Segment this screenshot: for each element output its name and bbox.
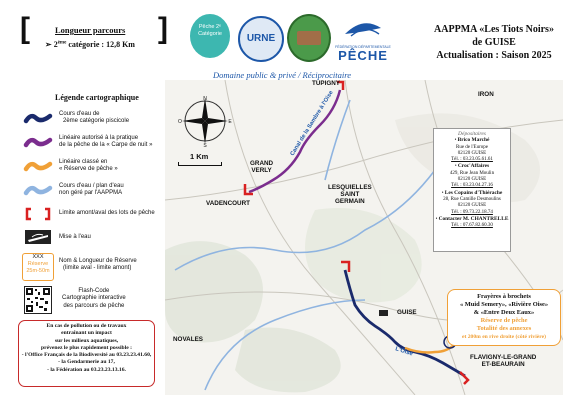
place-tupigny: TUPIGNY (312, 80, 340, 87)
canal-label: Canal de la Sambre à l'Oise (289, 89, 335, 158)
qr-code[interactable] (24, 286, 52, 314)
legend-item-river-main: Cours d'eau de 2ème catégorie piscicole (59, 111, 130, 125)
place-vadencourt: VADENCOURT (206, 200, 250, 207)
depositaires-box: Dépositaires • Brico Marché Rue de l'Europe 02120 GUISE Tél. : 03.23.05.61.61 • Croc'Affaires 429, Rue Jean Moulin 02120 GUISE Tél. : 03.23.04.27.16 • Les Copains d'Thiérache 28, Rue Camille Desmoulins 02120 GUISE Tél. : 09.73.22.18.74 • Contacter M. CHANTRELLE Tél. : 07.67.82.60.30 (433, 128, 511, 252)
place-grand-verly: GRAND VERLY (250, 160, 274, 174)
legend-item-reserve: Linéaire classé en « Réserve de pêche » (59, 159, 118, 173)
peche-categorie-logo: Pêche 2ᵉ Catégorie (190, 14, 230, 58)
federation-logo: FÉDÉRATION DÉPARTEMENTALE PÊCHE (335, 14, 391, 70)
boat-launch-marker (379, 310, 388, 316)
legend-item-flash-code: Flash-Code Cartographie interactive des parcours de pêche (62, 288, 126, 309)
reserve-line-icon (23, 159, 53, 173)
reserve-sample-box: XXX Réserve 25m-50m (22, 253, 54, 281)
place-flavigny: FLAVIGNY-LE-GRAND ET-BEAURAIN (470, 354, 537, 368)
svg-text:N: N (203, 96, 207, 102)
legend-item-carpe: Linéaire autorisé à la pratique de la pêche de la « Carpe de nuit » (59, 135, 153, 149)
place-lesquielles: LESQUIELLES SAINT GERMAIN (328, 184, 372, 205)
scale-label: 1 Km (178, 152, 222, 166)
frayeres-box: Frayères à brochets « Muid Semery», «Rivière Oise» & «Entre Deux Eaux» Réserve de pêche Totalité des annexes et 200m en rive droite (côté rivière) (447, 289, 561, 346)
compass-icon (178, 94, 232, 148)
svg-text:E: E (228, 119, 232, 125)
river-main-icon (23, 111, 53, 125)
right-bracket: ] (158, 12, 168, 45)
parcours-detail: ➢ 2ème catégorie : 12,8 Km (45, 40, 135, 49)
pollution-notice: En cas de pollution ou de travaux entraînant un impact sur les milieux aquatiques, prévenez le plus rapidement possible : - l'Office Français de la Biodiversité au 03.23.23.41.60, - la Gendarmerie au 17, - la Fédération au 03.23.23.13.16. (18, 320, 155, 387)
boat-launch-icon (23, 229, 53, 245)
legend-title: Légende cartographique (55, 93, 139, 102)
qr-code-icon (25, 287, 51, 313)
partner-logos (183, 12, 393, 72)
legend-item-non-gere: Cours d'eau / plan d'eau non géré par l'AAPPMA (59, 183, 124, 197)
svg-text:S: S (203, 143, 207, 148)
left-bracket: [ (20, 12, 30, 45)
aappma-logo (287, 14, 331, 62)
subtitle: Domaine public & privé / Réciprocitaire (213, 70, 351, 80)
oise-label: L'Oise (394, 346, 414, 358)
legend-item-reserve-name: Nom & Longueur de Réserve (limite aval - limite amont) (59, 258, 137, 272)
place-iron: IRON (478, 91, 494, 98)
place-guise: GUISE (397, 309, 417, 316)
page-title: AAPPMA «Les Tiots Noirs» de GUISE Actualisation : Saison 2025 (434, 24, 554, 61)
fish-icon (335, 14, 391, 40)
legend-item-launch: Mise à l'eau (59, 234, 91, 240)
non-gere-line-icon (23, 183, 53, 197)
svg-text:O: O (178, 119, 182, 125)
place-novales: NOVALES (173, 336, 203, 343)
limit-bracket-icon (23, 206, 53, 222)
urne-logo: URNE (238, 16, 284, 62)
carpe-line-icon (23, 135, 53, 149)
parcours-title: Longueur parcours (55, 25, 126, 35)
legend-item-limit: Limite amont/aval des lots de pêche (59, 210, 155, 216)
